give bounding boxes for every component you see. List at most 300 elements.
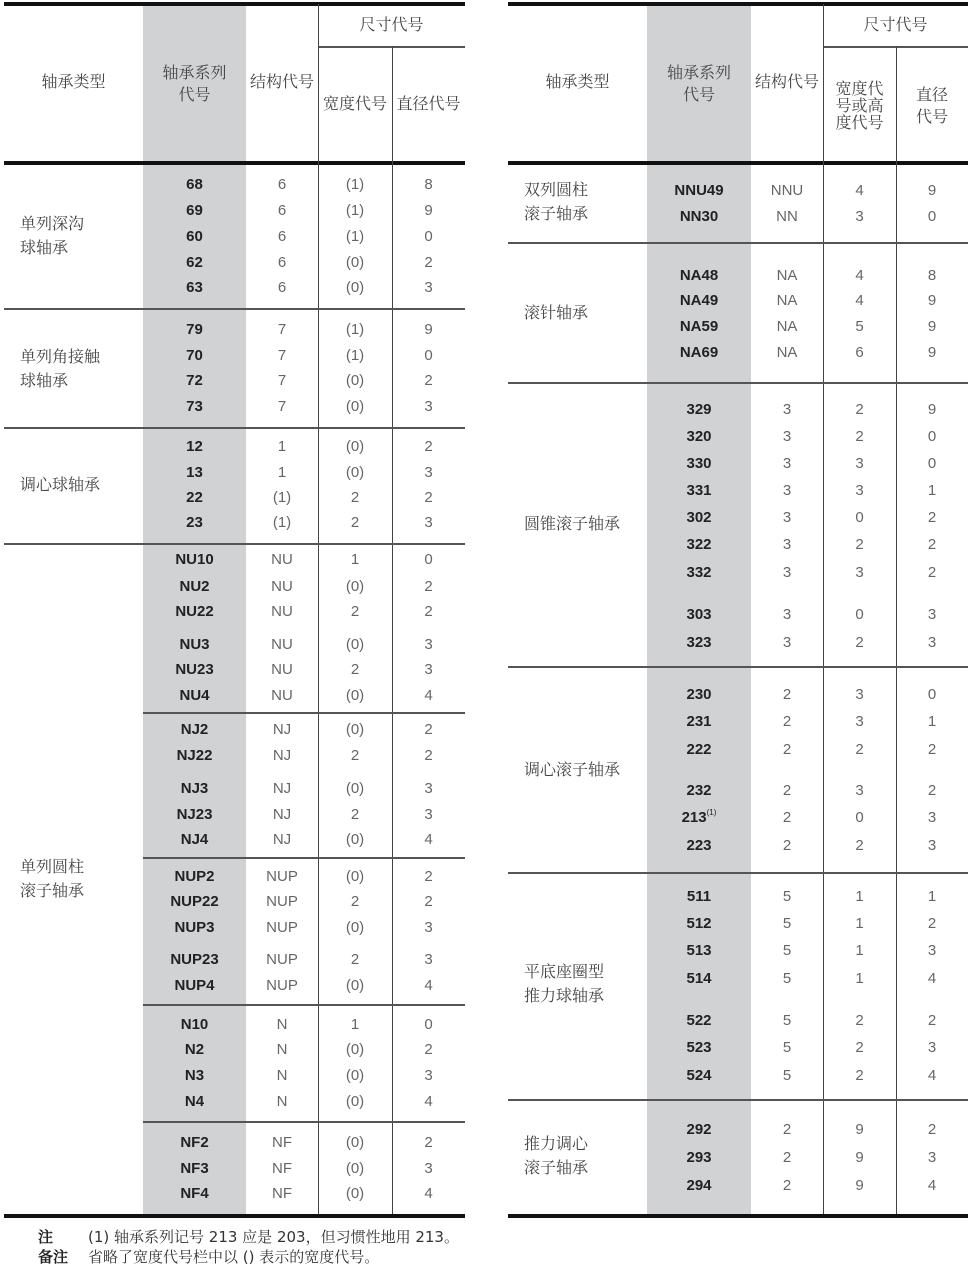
- series-code-cell: [143, 1042, 246, 1057]
- width-code-cell: (1): [345, 228, 365, 245]
- series-code: NU23: [175, 661, 214, 678]
- series-code-cell: [647, 483, 751, 498]
- group-divider: [4, 543, 465, 545]
- width-code-cell: 3: [855, 713, 864, 730]
- structure-code-cell: 7: [277, 347, 287, 364]
- note-label: 注: [38, 1228, 54, 1246]
- header-bottom-rule: [4, 161, 465, 165]
- series-code: NF3: [180, 1160, 209, 1177]
- structure-code-cell: NUP: [266, 951, 298, 968]
- series-code: 68: [186, 176, 203, 193]
- width-code-cell: (0): [345, 279, 365, 296]
- series-code-cell: [143, 832, 246, 847]
- series-code: N4: [184, 1093, 205, 1110]
- structure-code-cell: 5: [782, 1067, 792, 1084]
- series-code-cell: [143, 515, 246, 530]
- series-code-cell: [647, 429, 751, 444]
- series-code-cell: [143, 579, 246, 594]
- diameter-code-cell: 3: [927, 942, 937, 959]
- series-code-cell: [647, 209, 751, 224]
- series-code-cell: [647, 537, 751, 552]
- group-divider: [508, 1099, 968, 1101]
- series-code: NUP3: [174, 919, 215, 936]
- left-bearing-table: [4, 0, 465, 1218]
- series-code-cell: [143, 1094, 246, 1109]
- series-code-cell: [647, 319, 751, 334]
- series-code: 69: [186, 202, 203, 219]
- group-divider: [4, 427, 465, 429]
- width-code-cell: (0): [345, 372, 365, 389]
- width-code-cell: 1: [350, 551, 360, 568]
- series-code-cell: [647, 510, 751, 525]
- series-code-cell: [647, 971, 751, 986]
- width-code-cell: (0): [345, 636, 365, 653]
- diameter-code-cell: 0: [927, 455, 937, 472]
- series-code: NJ23: [176, 806, 213, 823]
- diameter-code-cell: 4: [424, 687, 433, 704]
- width-code-cell: 2: [855, 428, 864, 445]
- series-code-cell: [647, 402, 751, 417]
- width-code-cell: (0): [345, 831, 365, 848]
- bearing-type-label: 滚针轴承: [524, 303, 589, 322]
- structure-code-cell: 7: [277, 321, 287, 338]
- series-code: 72: [186, 372, 203, 389]
- series-code-cell: [143, 869, 246, 884]
- structure-code-cell: NA: [776, 267, 798, 284]
- series-code: NU2: [179, 578, 210, 595]
- structure-code-cell: 5: [782, 888, 792, 905]
- diameter-code-cell: 4: [927, 1067, 937, 1084]
- structure-code-cell: 5: [782, 1039, 792, 1056]
- series-code: 522: [686, 1012, 712, 1029]
- structure-code-cell: (1): [272, 514, 292, 531]
- width-code-cell: 5: [855, 318, 864, 335]
- header-width-or-height-code: 宽度代 号或高 度代号: [835, 79, 884, 132]
- width-code-cell: 2: [855, 741, 864, 758]
- series-code: 222: [686, 741, 712, 758]
- structure-code-cell: 3: [782, 401, 792, 418]
- series-code-cell: [143, 439, 246, 454]
- width-code-cell: 3: [855, 782, 864, 799]
- structure-code-cell: NN: [776, 208, 798, 225]
- width-code-cell: (0): [345, 977, 365, 994]
- diameter-code-cell: 0: [424, 551, 433, 568]
- series-code-cell: [647, 742, 751, 757]
- header-bearing-type: 轴承类型: [545, 72, 610, 91]
- diameter-code-cell: 3: [424, 806, 433, 823]
- series-code-cell: [143, 952, 246, 967]
- series-code: NJ2: [180, 721, 209, 738]
- structure-code-cell: 5: [782, 970, 792, 987]
- series-code: N3: [184, 1067, 205, 1084]
- series-code-cell: [143, 894, 246, 909]
- diameter-code-cell: 3: [424, 1067, 433, 1084]
- width-code-cell: (1): [345, 347, 365, 364]
- subgroup-divider: [143, 1121, 465, 1123]
- width-code-cell: 0: [855, 606, 864, 623]
- width-diameter-divider: [392, 46, 393, 1214]
- structure-code-cell: 1: [277, 464, 287, 481]
- series-code-cell: [143, 552, 246, 567]
- structure-code-cell: NU: [271, 551, 293, 568]
- diameter-code-cell: 3: [424, 636, 433, 653]
- width-code-cell: 0: [855, 509, 864, 526]
- diameter-code-cell: 3: [424, 951, 433, 968]
- width-code-cell: 3: [855, 455, 864, 472]
- series-code: NF4: [180, 1185, 209, 1202]
- width-code-cell: 2: [855, 1067, 864, 1084]
- series-code: 79: [186, 321, 203, 338]
- width-code-cell: 2: [855, 401, 864, 418]
- series-code-cell: [647, 916, 751, 931]
- width-code-cell: (0): [345, 578, 365, 595]
- diameter-code-cell: 0: [424, 228, 433, 245]
- note-line: [38, 1227, 459, 1247]
- diameter-code-cell: 3: [424, 464, 433, 481]
- series-code: NNU49: [674, 182, 724, 199]
- series-code: 323: [686, 634, 712, 651]
- series-code-cell: [647, 456, 751, 471]
- bearing-type-label: 推力调心 滚子轴承: [524, 1134, 589, 1177]
- diameter-code-cell: 9: [424, 321, 433, 338]
- width-code-cell: (0): [345, 1093, 365, 1110]
- structure-code-cell: NUP: [266, 919, 298, 936]
- diameter-code-cell: 9: [927, 401, 937, 418]
- width-code-cell: (1): [345, 202, 365, 219]
- series-code-cell: [143, 978, 246, 993]
- series-code: 292: [686, 1121, 712, 1138]
- series-code: 329: [686, 401, 712, 418]
- structure-code-cell: 1: [277, 438, 287, 455]
- structure-code-cell: (1): [272, 489, 292, 506]
- bearing-type-label: 双列圆柱 滚子轴承: [524, 180, 589, 223]
- structure-code-cell: NUP: [266, 868, 298, 885]
- diameter-code-cell: 2: [424, 1041, 433, 1058]
- series-code: 511: [686, 888, 712, 905]
- series-code-cell: [143, 255, 246, 270]
- structure-code-cell: N: [276, 1041, 288, 1058]
- series-code-cell: [143, 781, 246, 796]
- structure-code-cell: 2: [782, 809, 792, 826]
- series-code-cell: [647, 1178, 751, 1193]
- series-code: 70: [186, 347, 203, 364]
- structure-code-cell: 6: [277, 254, 287, 271]
- structure-code-cell: N: [276, 1016, 288, 1033]
- width-code-cell: 2: [350, 747, 360, 764]
- series-code: NJ4: [180, 831, 209, 848]
- structure-code-cell: 3: [782, 564, 792, 581]
- structure-code-cell: 6: [277, 279, 287, 296]
- structure-code-cell: 2: [782, 713, 792, 730]
- series-code: 524: [686, 1067, 712, 1084]
- header-diameter-code: 直径 代号: [915, 85, 948, 126]
- structure-code-cell: NJ: [272, 831, 292, 848]
- diameter-code-cell: 8: [424, 176, 433, 193]
- series-code-cell: [143, 807, 246, 822]
- series-code-cell: [647, 1068, 751, 1083]
- series-code-cell: [647, 810, 751, 825]
- table-notes: [38, 1227, 459, 1267]
- width-code-cell: 2: [350, 661, 360, 678]
- width-code-cell: 3: [855, 482, 864, 499]
- remark-text: 省略了宽度代号栏中以 () 表示的宽度代号。: [88, 1248, 380, 1266]
- subgroup-divider: [143, 1004, 465, 1006]
- series-code: 331: [686, 482, 712, 499]
- diameter-code-cell: 2: [424, 603, 433, 620]
- width-code-cell: 4: [855, 182, 864, 199]
- diameter-code-cell: 2: [927, 536, 937, 553]
- diameter-code-cell: 1: [927, 482, 937, 499]
- series-code: 223: [686, 837, 712, 854]
- series-code-cell: [143, 1161, 246, 1176]
- series-code-cell: [647, 293, 751, 308]
- structure-code-cell: NA: [776, 292, 798, 309]
- series-code-cell: [647, 183, 751, 198]
- diameter-code-cell: 4: [424, 977, 433, 994]
- width-code-cell: 1: [855, 888, 864, 905]
- right-bearing-table: [508, 0, 968, 1218]
- structure-code-cell: NU: [271, 687, 293, 704]
- series-code: 293: [686, 1149, 712, 1166]
- series-code-cell: [647, 1122, 751, 1137]
- series-code-cell: [143, 604, 246, 619]
- diameter-code-cell: 3: [424, 919, 433, 936]
- series-code-cell: [143, 322, 246, 337]
- structure-code-cell: NU: [271, 636, 293, 653]
- diameter-code-cell: 9: [927, 318, 937, 335]
- series-code: 302: [686, 509, 712, 526]
- series-code: 320: [686, 428, 712, 445]
- structure-code-cell: 3: [782, 536, 792, 553]
- diameter-code-cell: 3: [424, 1160, 433, 1177]
- width-code-cell: 3: [855, 208, 864, 225]
- structure-code-cell: NUP: [266, 977, 298, 994]
- diameter-code-cell: 3: [927, 606, 937, 623]
- width-code-cell: (0): [345, 919, 365, 936]
- series-code: 332: [686, 564, 712, 581]
- structure-code-cell: 3: [782, 482, 792, 499]
- header-series-code: 轴承系列 代号: [162, 63, 227, 104]
- diameter-code-cell: 4: [424, 1093, 433, 1110]
- series-code-cell: [143, 203, 246, 218]
- header-dimension-code: 尺寸代号: [863, 15, 928, 34]
- series-code: NUP23: [170, 951, 219, 968]
- series-code-cell: [143, 490, 246, 505]
- series-code: NJ3: [180, 780, 209, 797]
- diameter-code-cell: 2: [927, 915, 937, 932]
- series-code-cell: [143, 1135, 246, 1150]
- diameter-code-cell: 2: [927, 1012, 937, 1029]
- diameter-code-cell: 3: [424, 780, 433, 797]
- width-code-cell: 2: [350, 893, 360, 910]
- diameter-code-cell: 3: [424, 398, 433, 415]
- series-code: 330: [686, 455, 712, 472]
- structure-code-cell: NU: [271, 661, 293, 678]
- series-code: NU10: [175, 551, 214, 568]
- width-code-cell: (0): [345, 254, 365, 271]
- width-code-cell: (0): [345, 1160, 365, 1177]
- diameter-code-cell: 3: [424, 514, 433, 531]
- series-code: 294: [686, 1177, 712, 1194]
- diameter-code-cell: 4: [424, 1185, 433, 1202]
- structure-code-cell: 3: [782, 634, 792, 651]
- diameter-code-cell: 2: [424, 372, 433, 389]
- series-code: NUP4: [174, 977, 215, 994]
- remark-line: [38, 1247, 459, 1267]
- footnote-marker: (1): [706, 808, 717, 817]
- structure-code-cell: 3: [782, 606, 792, 623]
- structure-code-cell: 3: [782, 428, 792, 445]
- group-divider: [508, 242, 968, 244]
- width-code-cell: (0): [345, 1134, 365, 1151]
- series-code: 60: [186, 228, 203, 245]
- diameter-code-cell: 0: [927, 428, 937, 445]
- width-code-cell: 1: [350, 1016, 360, 1033]
- width-code-cell: 2: [855, 837, 864, 854]
- bearing-type-label: 调心滚子轴承: [524, 760, 621, 779]
- structure-code-cell: N: [276, 1093, 288, 1110]
- width-code-cell: 1: [855, 942, 864, 959]
- diameter-code-cell: 2: [927, 1121, 937, 1138]
- series-code-cell: [143, 920, 246, 935]
- structure-code-cell: NF: [272, 1185, 292, 1202]
- note-text: (1) 轴承系列记号 213 应是 203，但习惯性地用 213。: [88, 1228, 459, 1246]
- series-code: 230: [686, 686, 712, 703]
- bearing-type-label: 调心球轴承: [20, 475, 101, 494]
- series-code-cell: [143, 280, 246, 295]
- series-code-cell: [647, 607, 751, 622]
- group-divider: [4, 308, 465, 310]
- header-bottom-rule: [508, 161, 968, 165]
- diameter-code-cell: 3: [927, 809, 937, 826]
- structure-code-cell: NUP: [266, 893, 298, 910]
- structure-code-cell: 3: [782, 455, 792, 472]
- bearing-type-label: 圆锥滚子轴承: [524, 514, 621, 533]
- header-bearing-type: 轴承类型: [41, 72, 106, 91]
- series-code: NJ22: [176, 747, 213, 764]
- structure-code-cell: 2: [782, 837, 792, 854]
- remark-label: 备注: [38, 1248, 69, 1266]
- diameter-code-cell: 3: [927, 1149, 937, 1166]
- series-code-cell: [647, 1150, 751, 1165]
- series-code: NA49: [679, 292, 719, 309]
- diameter-code-cell: 8: [927, 267, 937, 284]
- series-code-cell: [647, 943, 751, 958]
- width-code-cell: (0): [345, 1185, 365, 1202]
- series-code: 13: [186, 464, 203, 481]
- diameter-code-cell: 2: [927, 782, 937, 799]
- diameter-code-cell: 2: [424, 747, 433, 764]
- width-code-cell: (0): [345, 687, 365, 704]
- width-code-cell: 2: [350, 489, 360, 506]
- series-code-cell: [647, 635, 751, 650]
- group-divider: [508, 872, 968, 874]
- series-code: NU3: [179, 636, 210, 653]
- diameter-code-cell: 2: [927, 741, 937, 758]
- width-code-cell: 9: [855, 1121, 864, 1138]
- series-code: 523: [686, 1039, 712, 1056]
- structure-code-cell: N: [276, 1067, 288, 1084]
- structure-code-cell: NA: [776, 344, 798, 361]
- structure-code-cell: 7: [277, 398, 287, 415]
- series-code: N2: [184, 1041, 205, 1058]
- structure-code-cell: 2: [782, 1121, 792, 1138]
- bearing-type-label: 单列深沟 球轴承: [20, 214, 85, 257]
- series-code-cell: [647, 1040, 751, 1055]
- width-code-cell: 4: [855, 267, 864, 284]
- series-code: 232: [686, 782, 712, 799]
- structure-code-cell: 6: [277, 202, 287, 219]
- width-code-cell: (0): [345, 1067, 365, 1084]
- series-code-cell: [143, 1068, 246, 1083]
- series-code-cell: [647, 714, 751, 729]
- width-code-cell: (0): [345, 398, 365, 415]
- diameter-code-cell: 4: [927, 970, 937, 987]
- diameter-code-cell: 2: [424, 578, 433, 595]
- width-code-cell: (0): [345, 868, 365, 885]
- width-code-cell: 4: [855, 292, 864, 309]
- structure-code-cell: NU: [271, 603, 293, 620]
- diameter-code-cell: 2: [424, 868, 433, 885]
- structure-code-cell: 6: [277, 176, 287, 193]
- diameter-code-cell: 2: [424, 489, 433, 506]
- width-code-cell: 2: [350, 514, 360, 531]
- series-code-cell: [647, 838, 751, 853]
- structure-code-cell: 5: [782, 942, 792, 959]
- series-code-cell: [647, 345, 751, 360]
- header-structure-code: 结构代号: [249, 72, 314, 91]
- series-code: 63: [186, 279, 203, 296]
- diameter-code-cell: 0: [927, 686, 937, 703]
- series-code: 12: [186, 438, 203, 455]
- series-code-cell: [143, 722, 246, 737]
- diameter-code-cell: 9: [927, 292, 937, 309]
- series-code-cell: [143, 373, 246, 388]
- diameter-code-cell: 1: [927, 888, 937, 905]
- diameter-code-cell: 2: [424, 254, 433, 271]
- group-divider: [508, 666, 968, 668]
- width-code-cell: 9: [855, 1149, 864, 1166]
- bearing-type-label: 平底座圈型 推力球轴承: [524, 962, 605, 1005]
- series-code-cell: [143, 688, 246, 703]
- series-code: 23: [186, 514, 203, 531]
- diameter-code-cell: 2: [424, 721, 433, 738]
- width-code-cell: (0): [345, 438, 365, 455]
- width-code-cell: 2: [855, 1012, 864, 1029]
- width-code-cell: 3: [855, 686, 864, 703]
- width-code-cell: (0): [345, 780, 365, 797]
- header-diameter-code: 直径代号: [396, 94, 461, 113]
- bearing-type-label: 单列圆柱 滚子轴承: [20, 857, 85, 900]
- structure-code-cell: NNU: [770, 182, 804, 199]
- diameter-code-cell: 9: [424, 202, 433, 219]
- diameter-code-cell: 3: [424, 279, 433, 296]
- table-bottom-rule: [4, 1214, 465, 1218]
- width-code-cell: 2: [855, 1039, 864, 1056]
- series-code-cell: [143, 465, 246, 480]
- series-code: NN30: [679, 208, 719, 225]
- series-code: 231: [686, 713, 712, 730]
- width-code-cell: 9: [855, 1177, 864, 1194]
- series-code-cell: [143, 1017, 246, 1032]
- series-code-cell: [647, 889, 751, 904]
- diameter-code-cell: 0: [424, 1016, 433, 1033]
- diameter-code-cell: 1: [927, 713, 937, 730]
- series-code-cell: [647, 783, 751, 798]
- series-code: NF2: [180, 1134, 209, 1151]
- series-code: NA69: [679, 344, 719, 361]
- series-code-cell: [143, 1186, 246, 1201]
